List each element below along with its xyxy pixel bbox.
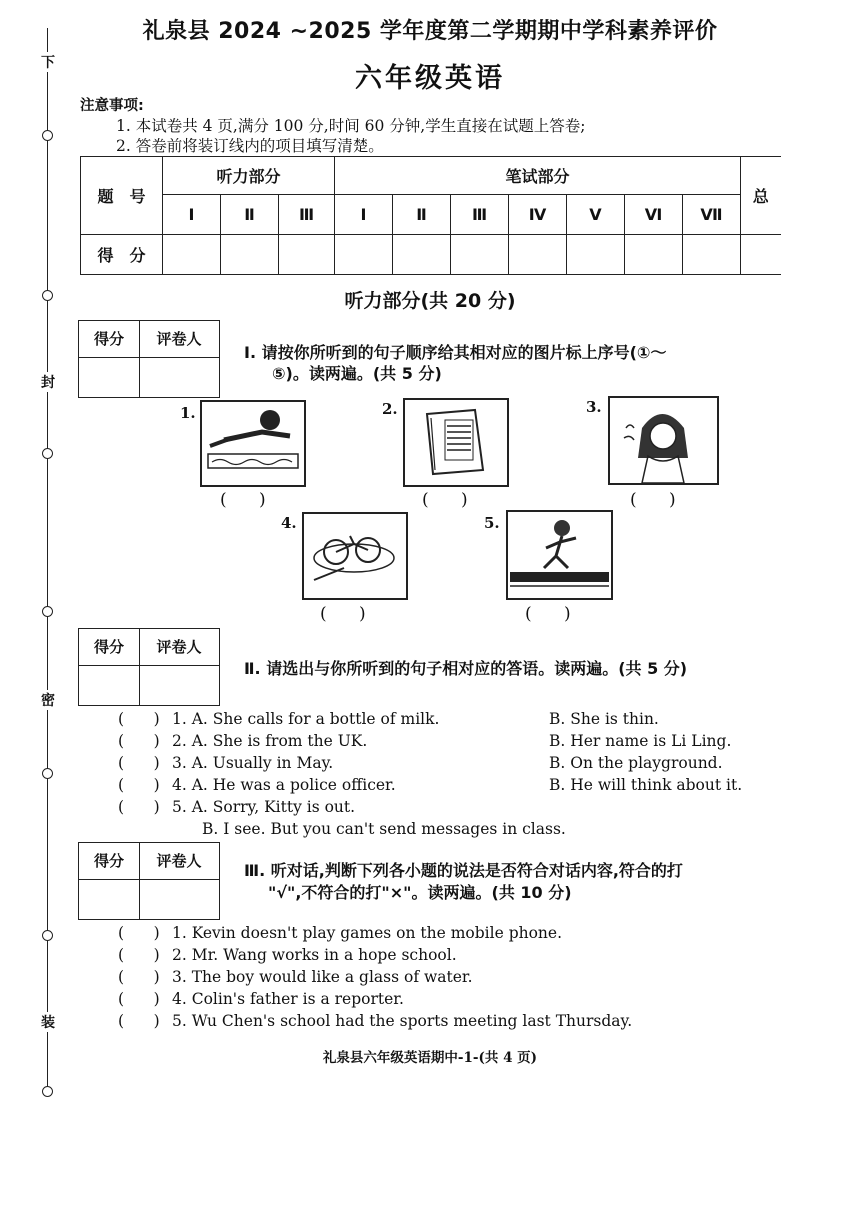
- written-col: Ⅵ: [625, 195, 683, 235]
- picture-2: [403, 398, 509, 487]
- answer-paren[interactable]: ( ): [525, 604, 571, 624]
- binding-hole: [42, 1086, 53, 1097]
- grader-name-label: 评卷人: [156, 330, 202, 348]
- notes-item-2: 2. 答卷前将装订线内的项目填写清楚。: [116, 137, 384, 155]
- section2-instruction: Ⅱ. 请选出与你所听到的句子相对应的答语。读两遍。(共 5 分): [244, 659, 688, 678]
- question-option-a: 2. A. She is from the UK.: [172, 732, 368, 750]
- written-col: Ⅰ: [335, 195, 393, 235]
- binding-hole: [42, 930, 53, 941]
- binding-line: [47, 28, 48, 1088]
- answer-paren[interactable]: ( ): [118, 924, 160, 942]
- fallen-bicycle-icon: [304, 514, 406, 598]
- binding-hole: [42, 606, 53, 617]
- answer-paren[interactable]: ( ): [118, 968, 160, 986]
- answer-paren[interactable]: ( ): [118, 798, 160, 816]
- judgement-statement: 1. Kevin doesn't play games on the mobile phone.: [172, 924, 563, 942]
- grader-name-label: 评卷人: [156, 852, 202, 870]
- binding-char: 下: [38, 52, 58, 72]
- question-option-b: B. On the playground.: [549, 754, 723, 772]
- answer-paren[interactable]: ( ): [118, 754, 160, 772]
- score-cell: [567, 235, 625, 275]
- row-label-number: 题 号: [81, 157, 163, 235]
- row-label-score: 得 分: [81, 235, 163, 275]
- question-option-b: B. I see. But you can't send messages in class.: [202, 820, 566, 838]
- judgement-statement: 2. Mr. Wang works in a hope school.: [172, 946, 457, 964]
- question-option-a: 3. A. Usually in May.: [172, 754, 334, 772]
- answer-paren[interactable]: ( ): [422, 490, 468, 510]
- question-option-a: 5. A. Sorry, Kitty is out.: [172, 798, 356, 816]
- binding-hole: [42, 768, 53, 779]
- page-footer: 礼泉县六年级英语期中-1-(共 4 页): [322, 1050, 538, 1066]
- answer-paren[interactable]: ( ): [630, 490, 676, 510]
- picture-5: [506, 510, 613, 600]
- binding-char: 封: [38, 372, 58, 392]
- picture-number: 5.: [484, 514, 500, 532]
- running-girl-icon: [508, 512, 611, 598]
- binding-hole: [42, 448, 53, 459]
- picture-3: [608, 396, 719, 485]
- written-header: 笔试部分: [335, 157, 741, 195]
- answer-paren[interactable]: ( ): [118, 946, 160, 964]
- exam-subtitle: 六年级英语: [355, 63, 505, 94]
- answer-paren[interactable]: ( ): [118, 1012, 160, 1030]
- notes-item-1: 1. 本试卷共 4 页,满分 100 分,时间 60 分钟,学生直接在试题上答卷;: [116, 117, 586, 135]
- question-option-b: B. Her name is Li Ling.: [549, 732, 732, 750]
- judgement-statement: 4. Colin's father is a reporter.: [172, 990, 404, 1008]
- written-col: Ⅶ: [683, 195, 741, 235]
- score-cell: [335, 235, 393, 275]
- swimming-boy-icon: [202, 402, 304, 485]
- grader-score-label: 得分: [93, 330, 124, 348]
- grader-name-label: 评卷人: [156, 638, 202, 656]
- answer-paren[interactable]: ( ): [220, 490, 266, 510]
- score-cell: [683, 235, 741, 275]
- score-cell: [221, 235, 279, 275]
- listening-header: 听力部分: [163, 157, 335, 195]
- judgement-statement: 5. Wu Chen's school had the sports meeting last Thursday.: [172, 1012, 633, 1030]
- score-table: [80, 156, 781, 275]
- picture-number: 2.: [382, 400, 398, 418]
- picture-number: 1.: [180, 404, 196, 422]
- picture-1: [200, 400, 306, 487]
- score-cell: [279, 235, 335, 275]
- grader-score-label: 得分: [93, 852, 124, 870]
- written-col: Ⅳ: [509, 195, 567, 235]
- listening-col: Ⅰ: [163, 195, 221, 235]
- book-icon: [405, 400, 507, 485]
- listening-title: 听力部分(共 20 分): [344, 290, 516, 312]
- picture-number: 3.: [586, 398, 602, 416]
- written-col: Ⅲ: [451, 195, 509, 235]
- answer-paren[interactable]: ( ): [118, 776, 160, 794]
- picture-4: [302, 512, 408, 600]
- score-cell: [163, 235, 221, 275]
- binding-hole: [42, 130, 53, 141]
- exam-title: 礼泉县 2024 ~2025 学年度第二学期期中学科素养评价: [142, 19, 718, 44]
- grader-box: [78, 320, 220, 398]
- question-option-a: 1. A. She calls for a bottle of milk.: [172, 710, 440, 728]
- question-option-b: B. She is thin.: [549, 710, 659, 728]
- answer-paren[interactable]: ( ): [118, 710, 160, 728]
- written-col: Ⅱ: [393, 195, 451, 235]
- grader-score-label: 得分: [93, 638, 124, 656]
- score-cell: [625, 235, 683, 275]
- score-cell: [451, 235, 509, 275]
- judgement-statement: 3. The boy would like a glass of water.: [172, 968, 473, 986]
- answer-paren[interactable]: ( ): [118, 732, 160, 750]
- listening-col: Ⅲ: [279, 195, 335, 235]
- score-cell: [741, 235, 781, 275]
- binding-char: 装: [38, 1012, 58, 1032]
- answer-paren[interactable]: ( ): [320, 604, 366, 624]
- listening-col: Ⅱ: [221, 195, 279, 235]
- score-cell: [509, 235, 567, 275]
- answer-paren[interactable]: ( ): [118, 990, 160, 1008]
- total-header: 总: [741, 157, 781, 235]
- grader-box: [78, 842, 220, 920]
- section1-instruction: Ⅰ. 请按你所听到的句子顺序给其相对应的图片标上序号(①～: [244, 343, 667, 362]
- grader-box: [78, 628, 220, 706]
- binding-char: 密: [38, 690, 58, 710]
- section3-instruction-2: "√",不符合的打"×"。读两遍。(共 10 分): [268, 883, 572, 902]
- girl-on-phone-icon: [610, 398, 717, 483]
- section1-instruction-2: ⑤)。读两遍。(共 5 分): [272, 364, 442, 383]
- notes-heading: 注意事项:: [80, 98, 144, 114]
- written-col: Ⅴ: [567, 195, 625, 235]
- picture-number: 4.: [281, 514, 297, 532]
- question-option-b: B. He will think about it.: [549, 776, 743, 794]
- question-option-a: 4. A. He was a police officer.: [172, 776, 396, 794]
- section3-instruction: Ⅲ. 听对话,判断下列各小题的说法是否符合对话内容,符合的打: [244, 861, 683, 880]
- score-cell: [393, 235, 451, 275]
